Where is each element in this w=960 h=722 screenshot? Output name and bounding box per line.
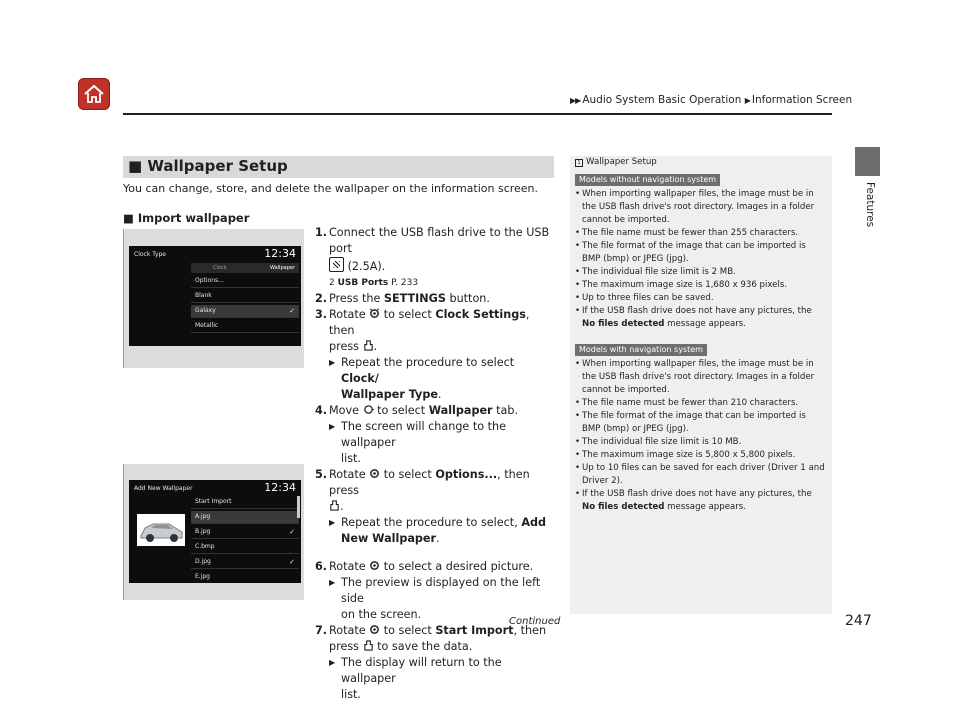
note-bullet: • The file name must be fewer than 255 characters. [575, 227, 827, 240]
selector-knob-icon [369, 560, 380, 571]
chapter-label: Features [864, 182, 876, 228]
note-bullet: • When importing wallpaper files, the image must be in the USB flash drive's root directory. Images in a folder cannot be imported. [575, 358, 827, 397]
page-number: 247 [845, 613, 872, 629]
selector-knob-icon [369, 624, 380, 635]
step-1: 1. Connect the USB flash drive to the USB port (2.5A). [315, 226, 550, 273]
check-icon: ✓ [289, 528, 295, 536]
selector-knob-icon [369, 468, 380, 479]
step-3-result: ▶ Repeat the procedure to select Clock/ Wallpaper Type. [329, 356, 515, 401]
tab-wallpaper[interactable]: Wallpaper [269, 265, 295, 271]
step-7: 7. Rotate to select Start Import, then press to save the data. [315, 624, 547, 653]
note-bullet: • The maximum image size is 5,800 x 5,800 pixels. [575, 449, 827, 462]
result-arrow-icon: ▶ [329, 658, 336, 667]
screen-clock: 12:34 [264, 481, 296, 494]
list-item[interactable]: A.jpg [191, 511, 299, 524]
note-bullet: • When importing wallpaper files, the image must be in the USB flash drive's root directory. Images in a folder cannot be imported. [575, 188, 827, 227]
screen-tabs [191, 263, 299, 273]
step-7-result: ▶ The display will return to the wallpaper list. [329, 656, 502, 701]
section-title: ■ Wallpaper Setup [128, 157, 288, 175]
list-item[interactable]: Blank [191, 290, 299, 303]
reference-icon: 2 [329, 278, 335, 288]
step-5: 5. Rotate to select Options..., then press . [315, 468, 530, 513]
note-bullet: • Up to three files can be saved. [575, 292, 827, 305]
note-bullet: • The individual file size limit is 2 MB. [575, 266, 827, 279]
step-6: 6. Rotate to select a desired picture. [315, 560, 534, 573]
list-item[interactable]: Start Import [191, 496, 299, 509]
list-item[interactable]: Metallic [191, 320, 299, 333]
list-item[interactable]: E.jpg [195, 573, 210, 580]
note-bullet: • The file format of the image that can be imported is BMP (bmp) or JPEG (jpg). [575, 410, 827, 436]
result-arrow-icon: ▶ [329, 578, 336, 587]
intro-text: You can change, store, and delete the wallpaper on the information screen. [123, 182, 539, 195]
add-wallpaper-screen [129, 480, 301, 583]
check-icon: ✓ [289, 307, 295, 315]
press-button-icon [363, 640, 374, 651]
selector-knob-icon [369, 308, 380, 319]
header-divider [123, 113, 832, 115]
result-arrow-icon: ▶ [329, 358, 336, 367]
breadcrumb-item[interactable]: Audio System Basic Operation [582, 94, 742, 106]
car-icon [137, 514, 185, 546]
cross-reference[interactable]: 2 USB Ports P. 233 [329, 278, 419, 288]
step-2: 2. Press the SETTINGS button. [315, 292, 490, 305]
list-item[interactable]: Galaxy ✓ [191, 305, 299, 318]
steps-list [315, 225, 555, 703]
usb-port-icon [329, 257, 344, 272]
wallpaper-preview [137, 514, 185, 546]
list-item[interactable]: D.jpg ✓ [191, 556, 299, 569]
sub-heading: ■ Import wallpaper [123, 211, 250, 225]
move-knob-icon [363, 404, 374, 415]
note-bullet: • The file name must be fewer than 210 characters. [575, 397, 827, 410]
screen-title: Add New Wallpaper [134, 485, 193, 492]
model-badge: Models with navigation system [575, 344, 707, 356]
notes-content [575, 156, 827, 514]
list-item[interactable]: B.jpg ✓ [191, 526, 299, 539]
step-4-result: ▶ The screen will change to the wallpaper list. [329, 420, 507, 465]
model-badge: Models without navigation system [575, 174, 720, 186]
home-button[interactable] [78, 78, 110, 110]
list-item[interactable]: C.bmp [191, 541, 299, 554]
step-5-result: ▶ Repeat the procedure to select, Add New Wallpaper. [329, 516, 546, 545]
press-button-icon [329, 500, 340, 511]
note-bullet: • The individual file size limit is 10 MB. [575, 436, 827, 449]
notes-heading: 1 Wallpaper Setup [575, 156, 827, 169]
step-3: 3. Rotate to select Clock Settings, then press . [315, 308, 530, 353]
chapter-tab[interactable] [855, 147, 880, 176]
note-bullet: • The maximum image size is 1,680 x 936 pixels. [575, 279, 827, 292]
screen-title: Clock Type [134, 251, 166, 258]
note-mark-icon: 1 [575, 159, 583, 167]
screenshot-frame-2 [123, 464, 304, 600]
result-arrow-icon: ▶ [329, 422, 336, 431]
step-4: 4. Move to select Wallpaper tab. [315, 404, 519, 417]
screenshot-frame-1 [123, 229, 304, 368]
check-icon: ✓ [289, 558, 295, 566]
tab-clock[interactable]: Clock [213, 265, 227, 271]
step-6-result: ▶ The preview is displayed on the left side on the screen. [329, 576, 541, 621]
note-bullet: • If the USB flash drive does not have any pictures, the No files detected message appears. [575, 305, 827, 331]
breadcrumb-item[interactable]: Information Screen [751, 94, 853, 106]
continued-label: Continued [509, 616, 561, 627]
breadcrumb: ▶▶ Audio System Basic Operation ▶ Information Screen [570, 94, 853, 106]
result-arrow-icon: ▶ [329, 518, 336, 527]
note-bullet: • Up to 10 files can be saved for each driver (Driver 1 and Driver 2). [575, 462, 827, 488]
list-item[interactable]: Options... [191, 275, 299, 288]
note-bullet: • If the USB flash drive does not have any pictures, the No files detected message appears. [575, 488, 827, 514]
scrollbar[interactable] [297, 496, 300, 518]
note-bullet: • The file format of the image that can be imported is BMP (bmp) or JPEG (jpg). [575, 240, 827, 266]
clock-type-screen [129, 246, 301, 346]
home-icon [83, 83, 105, 105]
screen-clock: 12:34 [264, 247, 296, 260]
press-button-icon [363, 340, 374, 351]
